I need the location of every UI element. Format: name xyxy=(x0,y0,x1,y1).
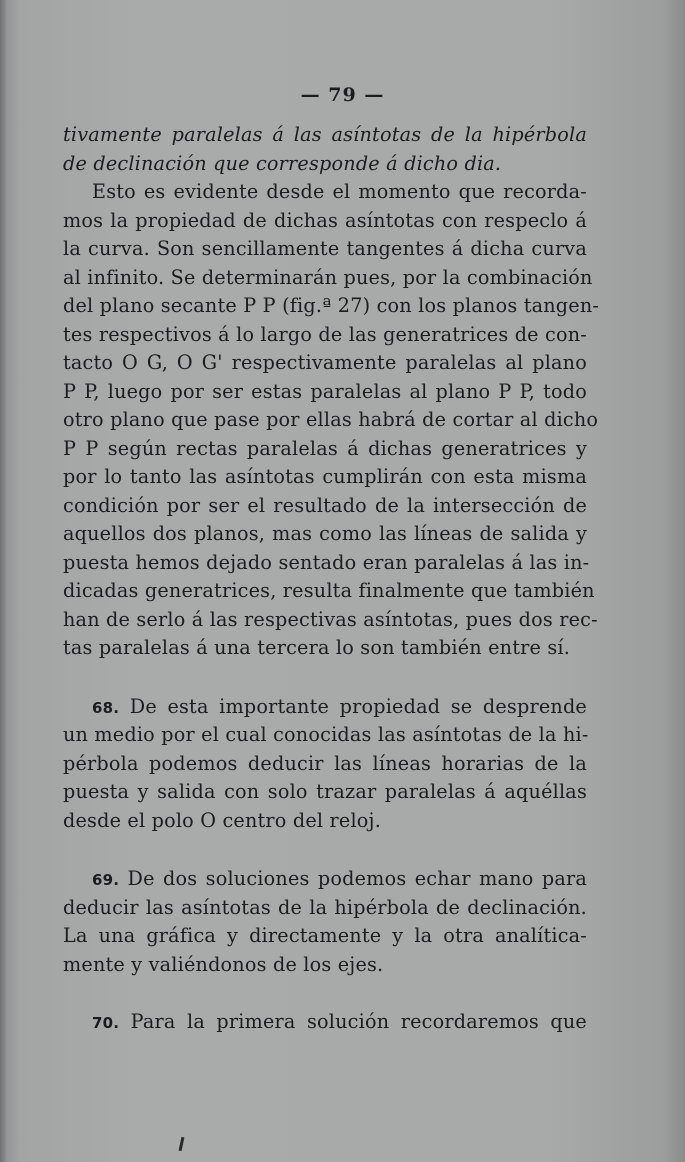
paragraph-line: puesta y salida con solo trazar paralelas á aquéllas xyxy=(63,780,587,803)
section-69-text: De dos soluciones podemos echar mano para xyxy=(127,867,587,890)
paragraph-line: un medio por el cual conocidas las asíntotas de la hi- xyxy=(63,723,589,746)
paragraph-line: mente y valiéndonos de los ejes. xyxy=(63,952,384,976)
ink-mark xyxy=(179,1137,185,1151)
paragraph-line: la curva. Son sencillamente tangentes á dicha curva xyxy=(63,237,587,260)
paragraph-line: Esto es evidente desde el momento que recorda- xyxy=(92,180,587,203)
paragraph-line: La una gráfica y directamente y la otra analítica- xyxy=(63,924,587,947)
paragraph-line: han de serlo á las respectivas asíntotas, pues dos rec- xyxy=(63,607,598,631)
paragraph-line: por lo tanto las asíntotas cumplirán con esta misma xyxy=(63,465,587,488)
section-68-first-line xyxy=(63,693,587,722)
paragraph-line: P P, luego por ser estas paralelas al plano P P, todo xyxy=(63,379,587,403)
paragraph-gap xyxy=(63,663,587,693)
paragraph-line: pérbola podemos deducir las líneas horarias de la xyxy=(63,751,587,775)
intro-line: tivamente paralelas á las asíntotas de la hipérbola xyxy=(63,123,587,146)
paragraph-gap xyxy=(63,835,587,865)
body-text xyxy=(63,121,600,1037)
paragraph-line: desde el polo O centro del reloj. xyxy=(63,808,381,832)
paragraph-line: tacto O G, O G' respectivamente paralelas al plano xyxy=(63,351,587,374)
section-69-number: 69. xyxy=(92,871,120,889)
paragraph-line: condición por ser el resultado de la intersección de xyxy=(63,493,587,517)
paragraph-line: del plano secante P P (fig.ª 27) con los planos tangen- xyxy=(63,294,600,317)
paragraph-line: aquellos dos planos, mas como las líneas de salida y xyxy=(63,522,587,545)
paragraph-line: otro plano que pase por ellas habrá de cortar al dicho xyxy=(63,408,599,431)
section-70-number: 70. xyxy=(92,1014,120,1032)
page-edge xyxy=(0,0,6,1162)
paragraph-line: mos la propiedad de dichas asíntotas con respeclo á xyxy=(63,208,587,232)
paragraph-line: deducir las asíntotas de la hipérbola de declinación. xyxy=(63,895,587,919)
paragraph-gap xyxy=(63,979,587,1008)
section-68-text: De esta importante propiedad se desprende xyxy=(129,694,587,718)
paragraph-line: tes respectivos á lo largo de las generatrices de con- xyxy=(63,322,587,346)
paragraph-line: dicadas generatrices, resulta finalmente que también xyxy=(63,579,595,602)
intro-line: de declinación que corresponde á dicho dia. xyxy=(63,151,502,175)
paragraph-line: P P según rectas paralelas á dichas generatrices y xyxy=(63,436,587,460)
section-70-text: Para la primera solución recordaremos que xyxy=(130,1010,587,1033)
paragraph-line: tas paralelas á una tercera lo son también entre sí. xyxy=(63,636,571,659)
paragraph-line: al infinito. Se determinarán pues, por la combinación xyxy=(63,265,593,289)
paragraph-line: puesta hemos dejado sentado eran paralelas á las in- xyxy=(63,550,590,574)
section-69-first-line xyxy=(63,865,587,894)
section-70-first-line xyxy=(63,1008,587,1037)
section-68-number: 68. xyxy=(92,698,120,717)
page-number: — 79 — xyxy=(300,84,385,106)
